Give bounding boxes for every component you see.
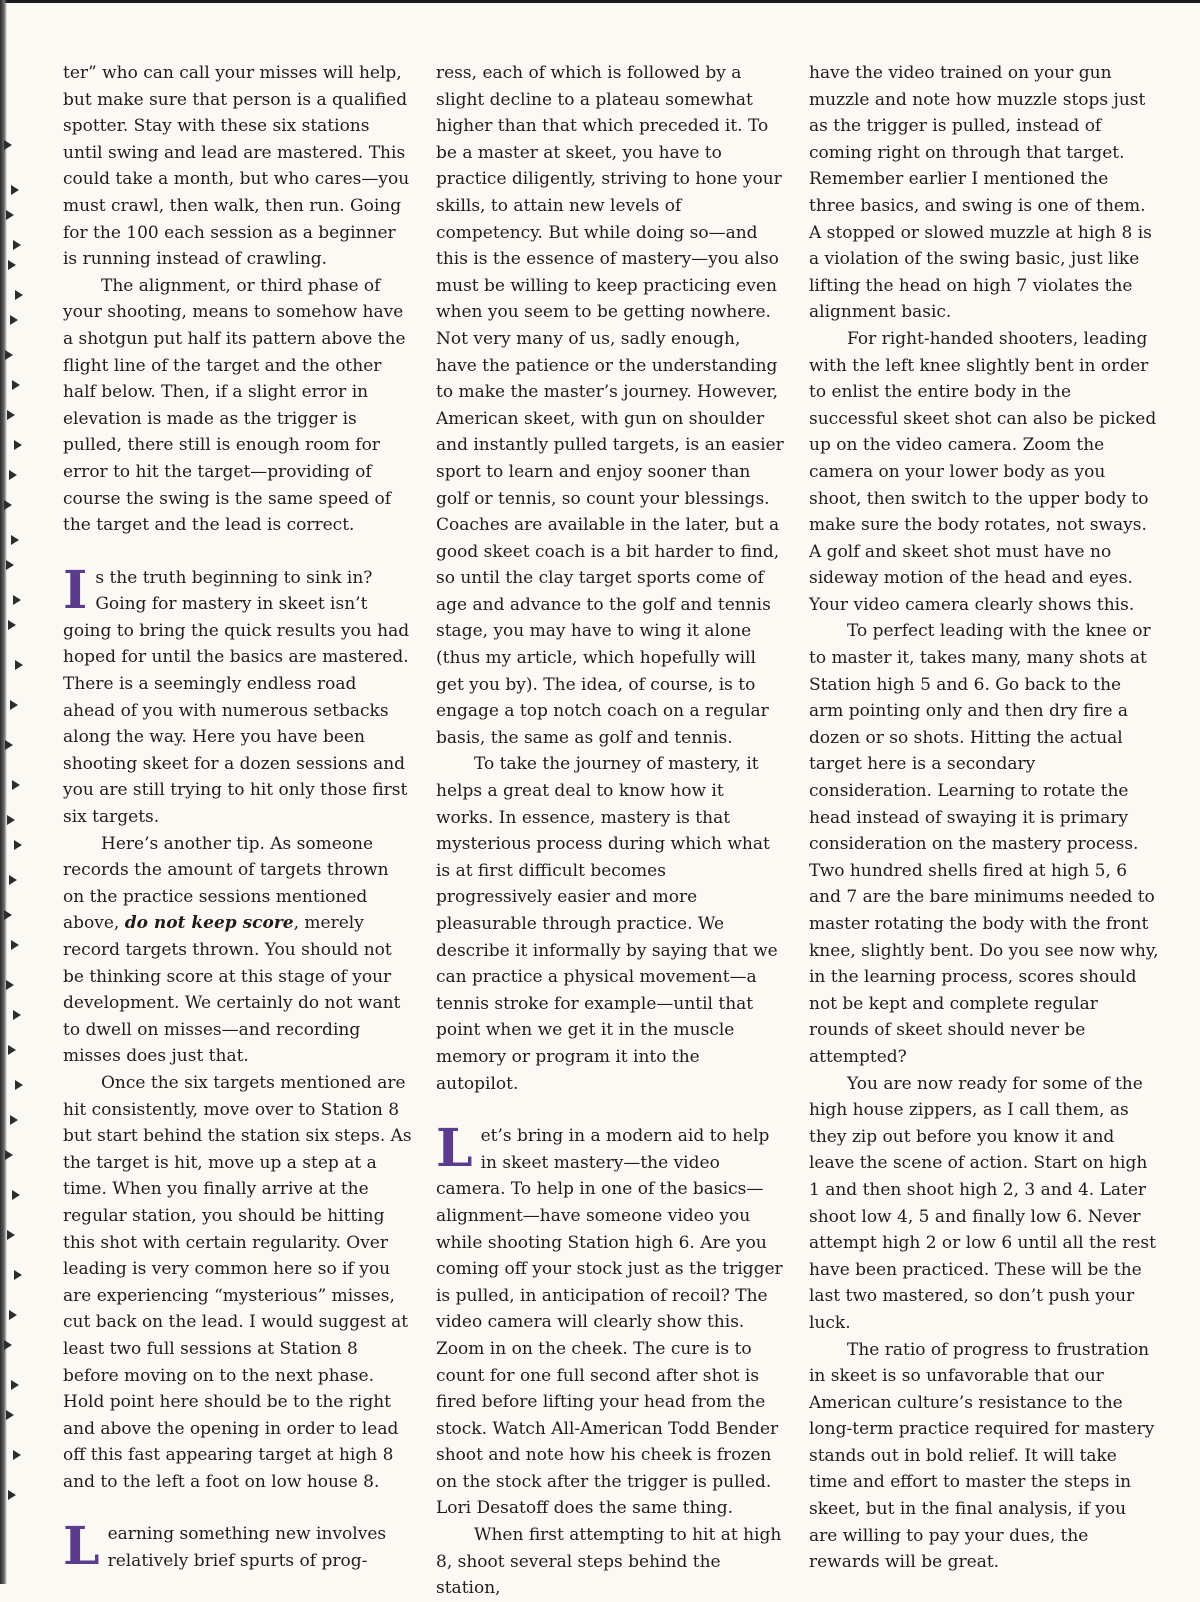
edge-mark-icon: [12, 380, 20, 390]
article-column-3: [809, 60, 1159, 1576]
edge-mark-icon: [4, 500, 12, 510]
edge-mark-icon: [9, 875, 17, 885]
edge-mark-icon: [15, 290, 23, 300]
edge-mark-icon: [7, 1230, 15, 1240]
paragraph: For right-handed shooters, leading with the left knee slightly bent in order to enlist the entire body in the successful skeet shot can also be picked up on the video camera. Zoom the camera on your lower body as you shoot, then switch to the upper body to make sure the body rotates, not sways. A golf and skeet shot must have no sideway motion of the head and eyes. Your video camera clearly shows this.: [809, 328, 1157, 615]
drop-cap: I: [63, 559, 88, 621]
edge-mark-icon: [8, 620, 16, 630]
edge-mark-icon: [6, 560, 14, 570]
paragraph-text: et’s bring in a modern aid to help in skeet mastery—the video camera. To help in one of the basics—alignment—have someone video you while shooting Station high 6. Are you coming off your stock just as the trigger is pulled, in anticipation of recoil? The video camera will clearly show this. Zoom in on the cheek. The cure is to count for one full second after shot is fired before lifting your head from the stock. Watch All-American Todd Bender shoot and note how his cheek is frozen on the stock after the trigger is pulled. Lori Desatoff does the same thing.: [436, 1126, 783, 1519]
edge-mark-icon: [14, 440, 22, 450]
edge-mark-icon: [4, 910, 12, 920]
paragraph-with-dropcap: [63, 559, 413, 831]
edge-mark-icon: [10, 700, 18, 710]
binding-edge-marks: [4, 140, 26, 1500]
paragraph: When first attempting to hit at high 8, shoot several steps behind the station,: [436, 1525, 782, 1599]
paragraph: The ratio of progress to frustration in skeet is so unfavorable that our American culture’s resistance to the long-term practice required for mastery stands out in bold relief. It will take time and effort to master the steps in skeet, but in the final analysis, if you are willing to pay your dues, the rewards will be great.: [809, 1339, 1155, 1573]
paragraph-text: Here’s another tip. As someone records the amount of targets thrown on the practice sessions mentioned above,: [63, 833, 389, 934]
emphasis-text: do not keep score: [124, 913, 294, 934]
edge-mark-icon: [11, 1380, 19, 1390]
edge-mark-icon: [10, 315, 18, 325]
edge-mark-icon: [13, 1010, 21, 1020]
edge-mark-icon: [7, 410, 15, 420]
edge-mark-icon: [8, 1045, 16, 1055]
edge-mark-icon: [15, 660, 23, 670]
edge-mark-icon: [9, 470, 17, 480]
edge-mark-icon: [6, 210, 14, 220]
edge-mark-icon: [11, 535, 19, 545]
edge-mark-icon: [13, 240, 21, 250]
drop-cap: L: [63, 1516, 100, 1578]
article-column-1: [63, 60, 413, 1578]
paragraph-with-dropcap: [436, 1118, 786, 1522]
edge-mark-icon: [15, 1080, 23, 1090]
edge-mark-icon: [6, 980, 14, 990]
edge-mark-icon: [4, 140, 12, 150]
edge-mark-icon: [5, 350, 13, 360]
edge-mark-icon: [7, 815, 15, 825]
edge-mark-icon: [4, 1340, 12, 1350]
paragraph: have the video trained on your gun muzzle and note how muzzle stops just as the trigger is pulled, instead of coming right on through that target. Remember earlier I mentioned the three basics, and swing is one of them. A stopped or slowed muzzle at high 8 is a violation of the swing basic, just like lifting the head on high 7 violates the alignment basic.: [809, 63, 1152, 323]
edge-mark-icon: [8, 1490, 16, 1500]
top-rule: [0, 0, 1200, 3]
edge-mark-icon: [13, 1450, 21, 1460]
edge-mark-icon: [11, 940, 19, 950]
edge-mark-icon: [11, 185, 19, 195]
paragraph: ter” who can call your misses will help, but make sure that person is a qualified spotter. Stay with these six stations until swing and lead are mastered. This could take a month, but who cares—you must crawl, then walk, then run. Going for the 100 each session as a beginner is running instead of crawling.: [63, 63, 410, 270]
paragraph: [63, 831, 413, 1070]
paragraph: The alignment, or third phase of your shooting, means to somehow have a shotgun put half its pattern above the flight line of the target and the other half below. Then, if a slight error in elevation is made as the trigger is pulled, there still is enough room for error to hit the target—providing of course the swing is the same speed of the target and the lead is correct.: [63, 275, 406, 536]
drop-cap: L: [436, 1118, 473, 1180]
edge-mark-icon: [12, 780, 20, 790]
paragraph-with-dropcap: [63, 1516, 413, 1578]
paragraph-text: s the truth beginning to sink in? Going for mastery in skeet isn’t going to bring the quick results you had hoped for until the basics are mastered. There is a seemingly endless road ahead of you with numerous setbacks along the way. Here you have been shooting skeet for a dozen sessions and you are still trying to hit only those first six targets.: [63, 567, 410, 828]
paragraph-text: , merely record targets thrown. You should not be thinking score at this stage of your development. We certainly do not want to dwell on misses—and recording misses does just that.: [63, 913, 401, 1067]
edge-mark-icon: [5, 1150, 13, 1160]
edge-mark-icon: [13, 595, 21, 605]
paragraph: To take the journey of mastery, it helps a great deal to know how it works. In essence, mastery is that mysterious process during which what is at first difficult becomes progressively easier and more pleasurable through practice. We describe it informally by saying that we can practice a physical movement—a tennis stroke for example—until that point when we get it in the muscle memory or program it into the autopilot.: [436, 754, 778, 1094]
edge-mark-icon: [5, 740, 13, 750]
edge-mark-icon: [8, 260, 16, 270]
edge-mark-icon: [6, 1410, 14, 1420]
paragraph: ress, each of which is followed by a slight decline to a plateau somewhat higher than that which preceded it. To be a master at skeet, you have to practice diligently, striving to hone your skills, to attain new levels of competency. But while doing so—and this is the essence of mastery—you also must be willing to keep practicing even when you seem to be getting nowhere. Not very many of us, sadly enough, have the patience or the understanding to make the master’s journey. However, American skeet, with gun on shoulder and instantly pulled targets, is an easier sport to learn and enjoy sooner than golf or tennis, so count your blessings. Coaches are available in the later, but a good skeet coach is a bit harder to find, so until the clay target sports come of age and advance to the golf and tennis stage, you may have to wing it alone (thus my article, which hopefully will get you by). The idea, of course, is to engage a top notch coach on a regular basis, the same as golf and tennis.: [436, 63, 784, 748]
paragraph: You are now ready for some of the high house zippers, as I call them, as they zip out before you know it and leave the scene of action. Start on high 1 and then shoot high 2, 3 and 4. Later shoot low 4, 5 and finally low 6. Never attempt high 2 or low 6 until all the rest have been practiced. These will be the last two mastered, so don’t push your luck.: [809, 1073, 1156, 1333]
paragraph: Once the six targets mentioned are hit consistently, move over to Station 8 but start behind the station six steps. As the target is hit, move up a step at a time. When you finally arrive at the regular station, you should be hitting this shot with certain regularity. Over leading is very common here so if you are experiencing “mysterious” misses, cut back on the lead. I would suggest at least two full sessions at Station 8 before moving on to the next phase. Hold point here should be to the right and above the opening in order to lead off this fast appearing target at high 8 and to the left a foot on low house 8.: [63, 1072, 412, 1492]
paragraph-text: earning something new involves relatively brief spurts of prog-: [107, 1524, 387, 1572]
edge-mark-icon: [10, 1115, 18, 1125]
edge-mark-icon: [9, 1310, 17, 1320]
article-column-2: [436, 60, 786, 1602]
edge-mark-icon: [14, 1270, 22, 1280]
edge-mark-icon: [12, 1190, 20, 1200]
edge-mark-icon: [14, 840, 22, 850]
paragraph: To perfect leading with the knee or to master it, takes many, many shots at Station high 5 and 6. Go back to the arm pointing only and then dry fire a dozen or so shots. Hitting the actual target here is a secondary consideration. Learning to rotate the head instead of swaying it is primary consideration on the mastery process. Two hundred shells fired at high 5, 6 and 7 are the bare minimums needed to master rotating the body with the front knee, slightly bent. Do you see now why, in the learning process, scores should not be kept and complete regular rounds of skeet should never be attempted?: [809, 621, 1159, 1067]
